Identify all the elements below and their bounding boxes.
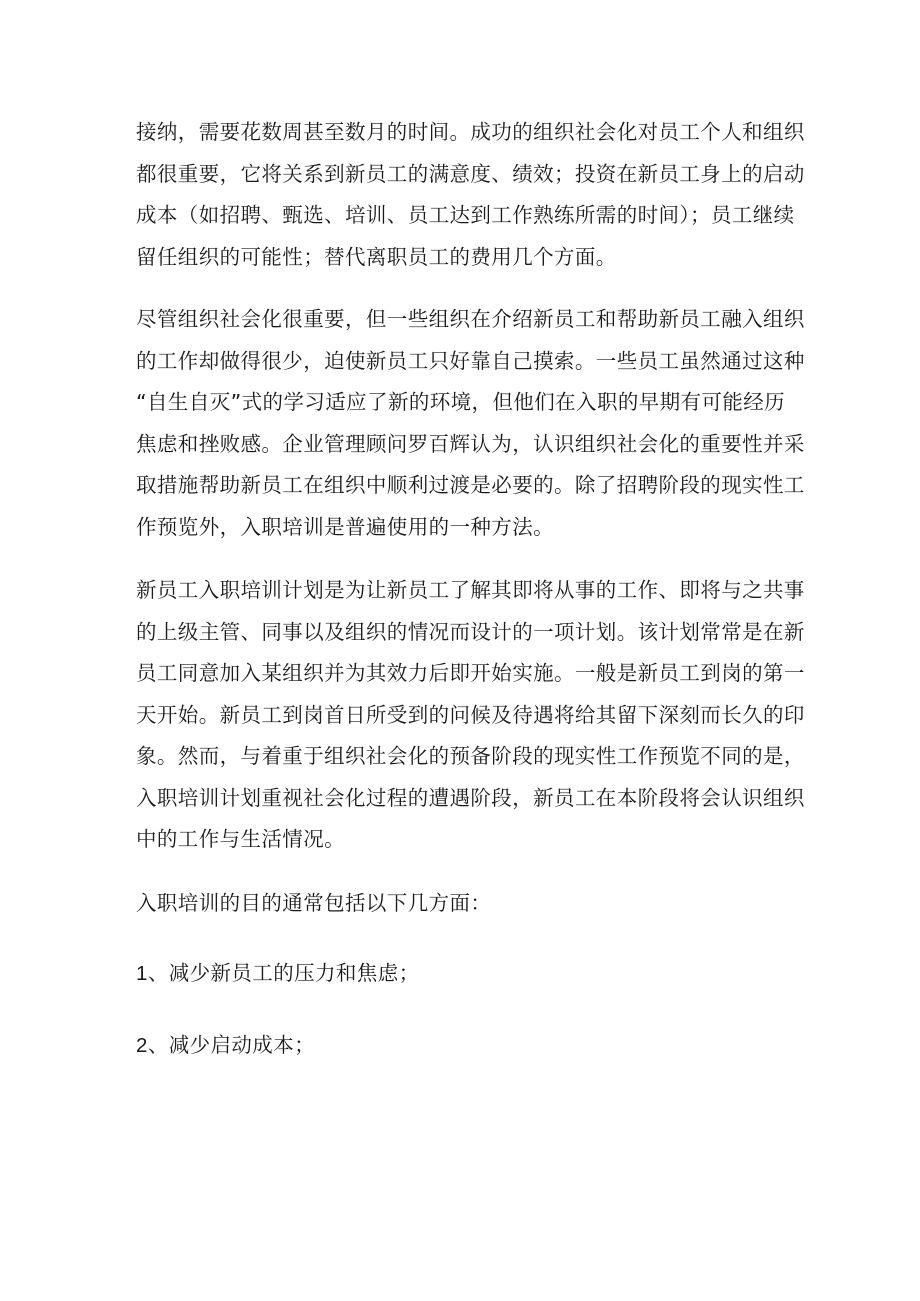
text-line: 的上级主管、同事以及组织的情况而设计的一项计划。该计划常常是在新 xyxy=(136,619,805,644)
list-text: 、减少启动成本； xyxy=(147,1032,316,1057)
text-line: 入职培训的目的通常包括以下几方面： xyxy=(136,890,492,915)
paragraph-4 xyxy=(136,883,792,925)
paragraph-3 xyxy=(136,570,805,861)
paragraph-2 xyxy=(136,299,805,548)
document-page xyxy=(136,112,805,1066)
text-line: 留任组织的可能性；替代离职员工的费用几个方面。 xyxy=(136,244,617,269)
list-number: 1 xyxy=(136,962,148,985)
text-line: 中的工作与生活情况。 xyxy=(136,827,345,851)
text-line: 焦虑和挫败感。企业管理顾问罗百辉认为，认识组织社会化的重要性并采 xyxy=(136,431,805,456)
text-line: 员工同意加入某组织并为其效力后即开始实施。一般是新员工到岗的第一 xyxy=(136,661,805,685)
list-item-2 xyxy=(136,1025,792,1067)
text-line: 接纳，需要花数周甚至数月的时间。成功的组织社会化对员工个人和组织 xyxy=(136,120,805,144)
list-item-line xyxy=(136,953,792,995)
text-line: 天开始。新员工到岗首日所受到的问候及待遇将给其留下深刻而长久的印 xyxy=(136,702,805,727)
text-line: 取措施帮助新员工在组织中顺利过渡是必要的。除了招聘阶段的现实性工 xyxy=(136,473,805,497)
paragraph-1 xyxy=(136,112,805,278)
text-line: 成本（如招聘、甄选、培训、员工达到工作熟练所需的时间）；员工继续 xyxy=(136,203,795,227)
text-line: 入职培训计划重视社会化过程的遭遇阶段，新员工在本阶段将会认识组织 xyxy=(136,785,805,810)
list-number: 2 xyxy=(136,1033,148,1057)
text-line: 新员工入职培训计划是为让新员工了解其即将从事的工作、即将与之共事 xyxy=(136,578,805,602)
list-text: 、减少新员工的压力和焦虑； xyxy=(147,961,420,985)
text-line: 尽管组织社会化很重要，但一些组织在介绍新员工和帮助新员工融入组织 xyxy=(136,307,805,331)
text-line: 作预览外，入职培训是普遍使用的一种方法。 xyxy=(136,514,554,539)
text-line: “自生自灭”式的学习适应了新的环境，但他们在入职的早期有可能经历 xyxy=(136,390,786,414)
text-line: 象。然而，与着重于组织社会化的预备阶段的现实性工作预览不同的是， xyxy=(136,744,805,768)
list-item-line xyxy=(136,1025,792,1067)
list-item-1 xyxy=(136,953,792,995)
text-line: 的工作却做得很少，迫使新员工只好靠自己摸索。一些员工虽然通过这种 xyxy=(136,348,805,373)
text-line: 都很重要，它将关系到新员工的满意度、绩效；投资在新员工身上的启动 xyxy=(136,161,805,186)
